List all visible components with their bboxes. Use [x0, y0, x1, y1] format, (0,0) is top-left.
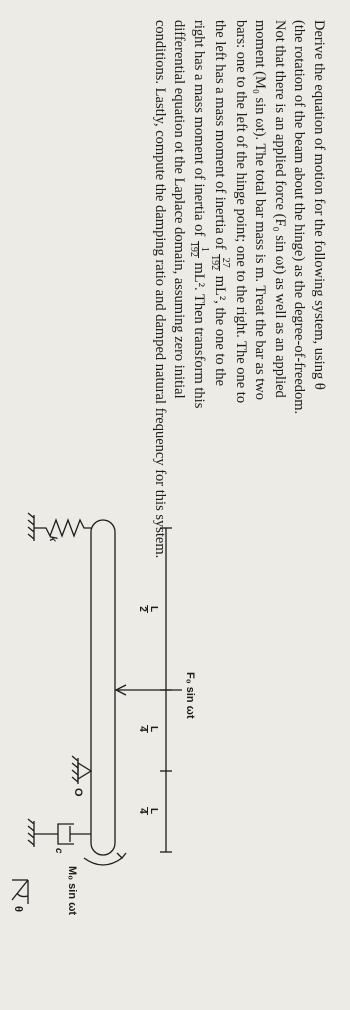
dim-right-numerator: L — [148, 808, 159, 815]
problem-line-5: bars: one to the left of the hinge point; one to the right. The one to — [233, 20, 249, 404]
dim-mid-denominator: 4 — [137, 726, 148, 732]
fraction-denominator: 192 — [188, 241, 200, 257]
dim-left-numerator: L — [148, 606, 159, 613]
beam — [91, 520, 115, 855]
line-7-text: right has a mass moment of inertia of — [191, 20, 208, 237]
dim-left-fraction — [137, 605, 158, 613]
dim-right-denominator: 4 — [137, 808, 148, 814]
problem-line-1: Derive the equation of motion for the following system, using θ — [311, 20, 327, 390]
fraction-numerator: 27 — [220, 254, 231, 271]
dim-mid-numerator: L — [148, 726, 159, 733]
problem-line-8: differential equation ot the Laplace domain, assuming zero initial — [171, 20, 188, 399]
moment-label: M₀ sin ωt — [66, 866, 78, 916]
line-6-text: the left has a mass moment of inertia of — [212, 20, 229, 250]
problem-line-2: (the rotation of the beam about the hinge) as the degree-of-freedom. — [291, 20, 308, 415]
moment-arrowhead — [117, 853, 126, 858]
line-7-text-end: mL². Then transform this — [191, 262, 208, 409]
problem-line-3: Not that there is an applied force (F₀ sin ωt) as well as an applied — [272, 20, 288, 398]
force-label: F₀ sin ωt — [184, 672, 196, 719]
dim-left-denominator: 2 — [137, 606, 148, 612]
hinge-label: O — [72, 788, 84, 797]
fraction-numerator: 1 — [199, 241, 210, 258]
dim-right-fraction — [137, 807, 158, 815]
theta-label: θ — [12, 906, 24, 912]
fraction-denominator: 192 — [209, 255, 221, 271]
theta-arc — [17, 893, 28, 897]
damper-label: c — [53, 848, 64, 854]
spring — [34, 520, 91, 536]
problem-line-4: moment (M₀ sin ωt). The total bar mass is m. Treat the bar as two — [252, 20, 269, 401]
hinge-pivot — [78, 763, 91, 779]
problem-line-9: conditions. Lastly, compute the damping ratio and damped natural frequency for this system. — [152, 20, 168, 559]
line-6-text-end: mL², the one to the — [212, 275, 229, 387]
dim-mid-fraction — [137, 725, 158, 733]
spring-label: k — [47, 536, 58, 542]
moment-arrow — [84, 858, 122, 865]
